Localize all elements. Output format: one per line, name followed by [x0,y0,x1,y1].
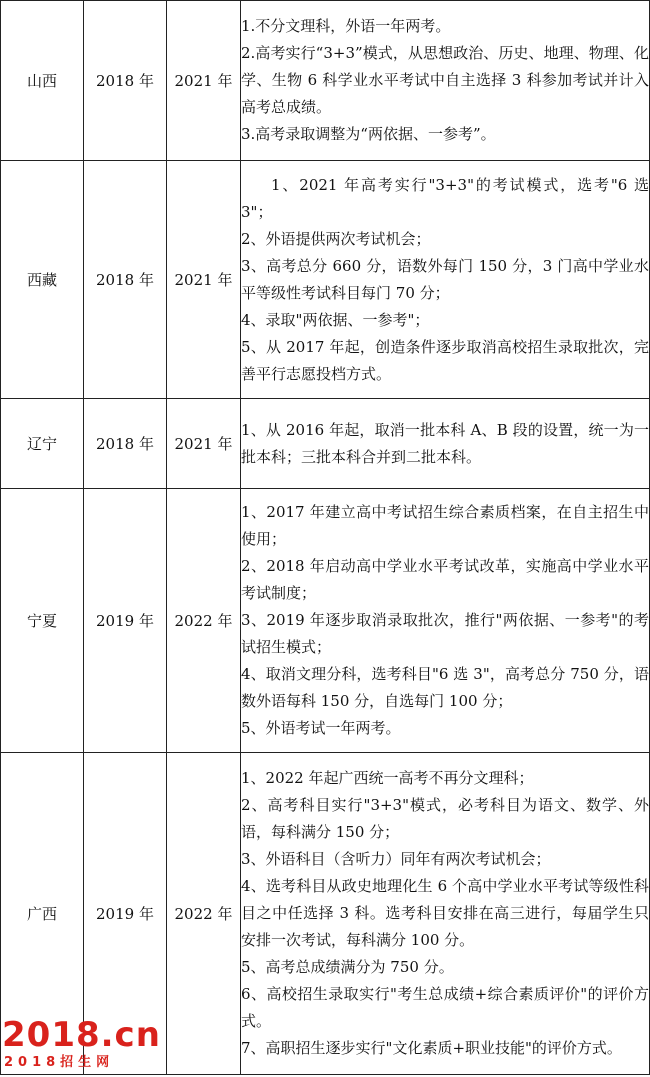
note-line: 6、高校招生录取实行"考生总成绩+综合素质评价"的评价方式。 [241,985,649,1030]
notes-cell [241,1,650,161]
start-year-cell: 2018 年 [84,1,167,161]
watermark-sub-text: 2018招生网 [4,1055,115,1070]
table-row [1,161,650,399]
province-cell: 山西 [1,1,84,161]
note-line: 1、2017 年建立高中考试招生综合素质档案，在自主招生中使用； [241,503,649,548]
start-year-cell: 2018 年 [84,399,167,489]
notes-cell [241,161,650,399]
notes-cell [241,753,650,1075]
note-line: 5、外语考试一年两考。 [241,719,401,737]
implement-year-cell: 2021 年 [167,1,241,161]
note-line: 4、取消文理分科，选考科目"6 选 3"，高考总分 750 分，语数外语每科 150 分，自选每门 100 分； [241,665,649,710]
note-line: 3、高考总分 660 分，语数外每门 150 分，3 门高中学业水平等级性考试科目每门 70 分； [241,256,649,302]
province-cell: 宁夏 [1,489,84,753]
province-cell: 广西 [1,753,84,1075]
table-row [1,489,650,753]
note-line: 3、2019 年逐步取消录取批次，推行"两依据、一参考"的考试招生模式； [241,611,649,656]
note-line: 3、外语科目（含听力）同年有两次考试机会； [241,850,551,868]
province-cell: 辽宁 [1,399,84,489]
note-line: 5、高考总成绩满分为 750 分。 [241,958,454,976]
note-line: 2、外语提供两次考试机会； [241,229,431,248]
start-year-cell: 2019 年 [84,489,167,753]
implement-year-cell: 2021 年 [167,399,241,489]
note-line: 3.高考录取调整为“两依据、一参考”。 [241,125,496,143]
note-line: 1、从 2016 年起，取消一批本科 A、B 段的设置，统一为一批本科；三批本科合并到二批本科。 [241,420,649,466]
reform-table-body [1,1,650,1075]
province-cell: 西藏 [1,161,84,399]
table-row [1,1,650,161]
note-line: 2、高考科目实行"3+3"模式，必考科目为语文、数学、外语，每科满分 150 分； [241,796,649,841]
implement-year-cell: 2022 年 [167,489,241,753]
start-year-cell: 2019 年 [84,753,167,1075]
notes-cell [241,489,650,753]
note-line: 4、录取"两依据、一参考"； [241,310,430,329]
table-row [1,399,650,489]
note-line: 4、选考科目从政史地理化生 6 个高中学业水平考试等级性科目之中任选择 3 科。选考科目安排在高三进行，每届学生只安排一次考试，每科满分 100 分。 [241,877,649,949]
note-line: 7、高职招生逐步实行"文化素质+职业技能"的评价方式。 [241,1039,622,1057]
note-line: 1、2021 年高考实行"3+3"的考试模式，选考"6 选 3"； [241,175,649,221]
notes-cell [241,399,650,489]
note-line: 1、2022 年起广西统一高考不再分文理科； [241,769,534,787]
note-line: 2、2018 年启动高中学业水平考试改革，实施高中学业水平考试制度； [241,557,649,602]
note-line: 5、从 2017 年起，创造条件逐步取消高校招生录取批次，完善平行志愿投档方式。 [241,337,649,383]
implement-year-cell: 2022 年 [167,753,241,1075]
note-line: 2.高考实行“3+3”模式，从思想政治、历史、地理、物理、化学、生物 6 科学业水平考试中自主选择 3 科参加考试并计入高考总成绩。 [241,44,649,116]
implement-year-cell: 2021 年 [167,161,241,399]
note-line: 1.不分文理科，外语一年两考。 [241,17,451,35]
start-year-cell: 2018 年 [84,161,167,399]
site-watermark-logo [2,1015,172,1075]
watermark-main-text: 2018.cn [2,1015,161,1055]
